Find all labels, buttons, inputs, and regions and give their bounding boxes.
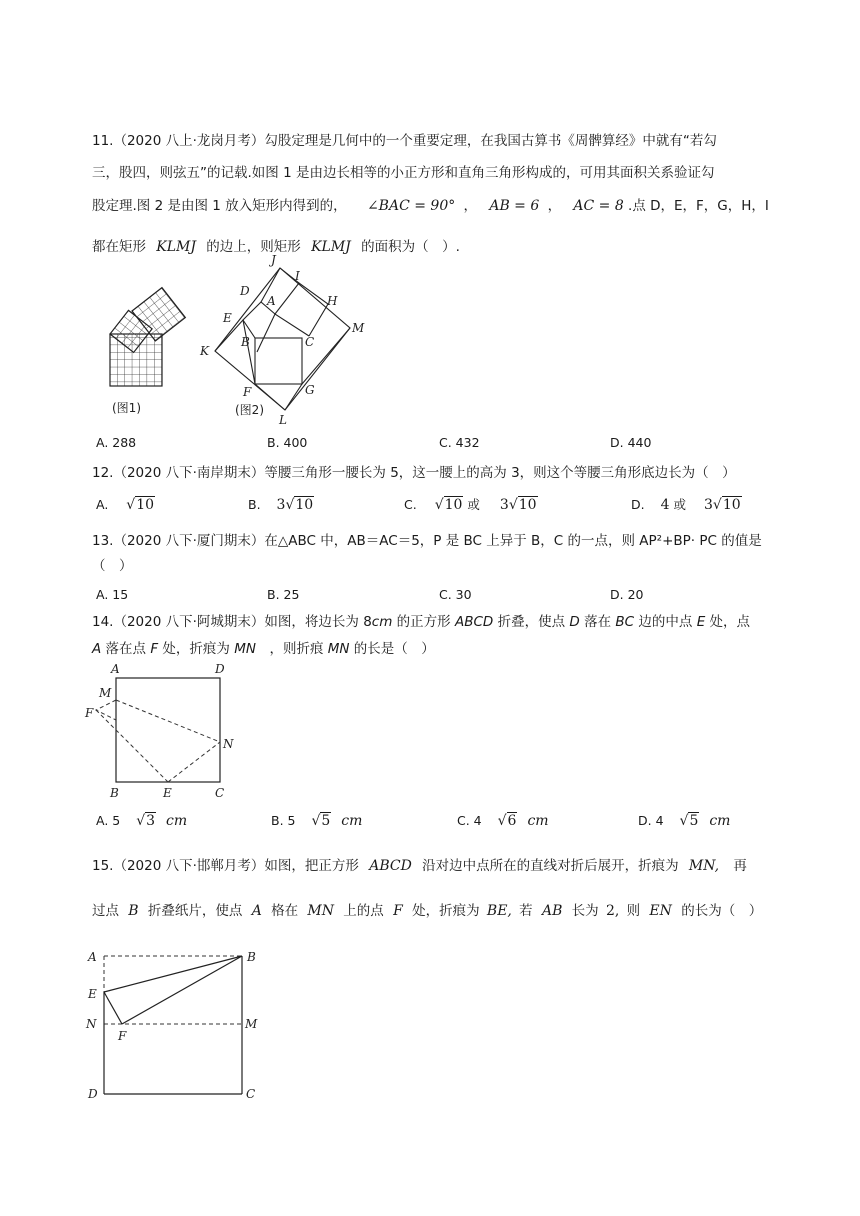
q12-c-radical-1: √10: [434, 497, 463, 513]
q11-fig1-caption: (图1): [112, 401, 141, 415]
q15-line-2: 过点 B 折叠纸片，使点 A 格在 MN 上的点 F 处，折痕为 BE, 若 AB 长为 2, 则 EN 的长为（ ）: [92, 903, 763, 919]
q15-label-F: F: [118, 1029, 127, 1043]
q13-option-d[interactable]: D. 20: [610, 587, 644, 602]
q15-label-A: A: [88, 950, 97, 964]
q14-option-a[interactable]: A. 5 √3 cm: [96, 813, 188, 829]
q11-fig2-label-H: H: [327, 294, 338, 308]
q11-fig2-label-M: M: [352, 321, 365, 335]
q11-option-b[interactable]: B. 400: [267, 435, 308, 450]
q11-fig2-caption: (图2): [235, 403, 264, 417]
q15-label-D: D: [88, 1087, 98, 1101]
q11-fig2-label-A: A: [267, 294, 276, 308]
q11-line-4-c: 的面积为（ ）.: [361, 239, 460, 255]
q14-label-N: N: [223, 737, 234, 751]
q11-fig2-label-E: E: [223, 311, 232, 325]
q13-option-a[interactable]: A. 15: [96, 587, 129, 602]
q11-klmj-1: KLMJ: [156, 239, 196, 255]
q12-d-or: 或: [673, 497, 687, 512]
q11-line-4-b: 的边上，则矩形: [206, 239, 301, 255]
q11-ab-value: AB = 6: [489, 198, 540, 214]
q12-c-radical-2: 3√10: [499, 497, 537, 513]
q14-label-M: M: [99, 686, 112, 700]
q14-option-d[interactable]: D. 4 √5 cm: [638, 813, 731, 829]
q12-d-num: 4: [660, 497, 670, 513]
q13-stem: 13.（2020 八下·厦门期末）在△ABC 中，AB＝AC＝5，P 是 BC 上异于 B，C 的一点，则 AP²+BP· PC 的值是: [92, 533, 762, 549]
q14-label-D: D: [215, 662, 225, 676]
q14-label-F: F: [85, 706, 94, 720]
q14-option-b[interactable]: B. 5 √5 cm: [271, 813, 363, 829]
q11-line-3-text: 股定理.图 2 是由图 1 放入矩形内得到的，: [92, 198, 347, 214]
q14-figure: [82, 660, 242, 802]
q11-figure-2: [195, 250, 375, 430]
q11-fig2-label-J: J: [271, 253, 276, 267]
q11-fig2-label-G: G: [305, 383, 315, 397]
q12-option-a[interactable]: [96, 496, 155, 514]
q11-fig2-label-K: K: [200, 344, 209, 358]
q13-option-c[interactable]: C. 30: [439, 587, 472, 602]
q11-fig2-label-D: D: [240, 284, 250, 298]
q12-option-d[interactable]: [631, 496, 742, 514]
q11-angle-bac: ∠BAC = 90°: [366, 198, 456, 214]
q14-line-2: A 落在点 F 处，折痕为 MN ，则折痕 MN 的长是（ ）: [92, 641, 435, 657]
q12-d-radical: 3√10: [704, 497, 741, 513]
q15-label-E: E: [88, 987, 97, 1001]
q11-option-c[interactable]: C. 432: [439, 435, 480, 450]
q15-line-1: 15.（2020 八下·邯郸月考）如图，把正方形 ABCD 沿对边中点所在的直线对折后展开，折痕为 MN, 再: [92, 858, 747, 874]
q15-label-B: B: [247, 950, 256, 964]
q12-stem: 12.（2020 八下·南岸期末）等腰三角形一腰长为 5，这一腰上的高为 3，则这个等腰三角形底边长为（ ）: [92, 465, 736, 481]
q14-label-E: E: [163, 786, 172, 800]
q11-tail: .点 D，E，F，G，H，I: [628, 198, 769, 214]
q12-b-radical: 3√10: [276, 497, 314, 513]
q14-label-B: B: [110, 786, 119, 800]
q11-fig2-label-F: F: [243, 385, 252, 399]
q11-fig2-label-I: I: [295, 269, 300, 283]
q11-fig2-label-L: L: [279, 413, 287, 427]
q15-figure: [82, 942, 272, 1104]
q12-d-label: D.: [631, 497, 645, 512]
q11-option-d[interactable]: D. 440: [610, 435, 652, 450]
q12-c-or: 或: [467, 497, 480, 512]
q11-line-1: 11.（2020 八上·龙岗月考）勾股定理是几何中的一个重要定理，在我国古算书《周髀算经》中就有“若勾: [92, 133, 717, 149]
q12-c-label: C.: [404, 497, 417, 512]
q11-fig2-label-B: B: [241, 335, 250, 349]
q11-ac-value: AC = 8: [573, 198, 624, 214]
q11-line-4-a: 都在矩形: [92, 239, 146, 255]
q11-line-2: 三，股四，则弦五”的记载.如图 1 是由边长相等的小正方形和直角三角形构成的，可用其面积关系验证勾: [92, 165, 715, 181]
q14-label-A: A: [111, 662, 120, 676]
q11-fig2-label-C: C: [305, 335, 315, 349]
q14-line-1: 14.（2020 八下·阿城期末）如图，将边长为 8cm 的正方形 ABCD 折叠，使点 D 落在 BC 边的中点 E 处，点: [92, 614, 751, 630]
q12-option-b[interactable]: [248, 496, 314, 514]
q15-label-C: C: [246, 1087, 256, 1101]
q14-label-C: C: [215, 786, 225, 800]
q15-label-N: N: [86, 1017, 97, 1031]
q12-a-radical: √10: [126, 497, 155, 513]
q13-option-b[interactable]: B. 25: [267, 587, 300, 602]
q11-klmj-2: KLMJ: [311, 239, 351, 255]
q12-a-label: A.: [96, 497, 109, 512]
q11-figure-1: [80, 278, 190, 424]
q11-line-3: 股定理.图 2 是由图 1 放入矩形内得到的， ∠BAC = 90° ， AB = 6 ， AC = 8 .点 D，E，F，G，H，I: [92, 198, 769, 214]
q11-option-a[interactable]: A. 288: [96, 435, 137, 450]
q13-paren: （ ）: [92, 558, 133, 574]
q15-label-M: M: [245, 1017, 258, 1031]
q12-option-c[interactable]: [404, 496, 538, 514]
q14-option-c[interactable]: C. 4 √6 cm: [457, 813, 549, 829]
q12-b-label: B.: [248, 497, 261, 512]
